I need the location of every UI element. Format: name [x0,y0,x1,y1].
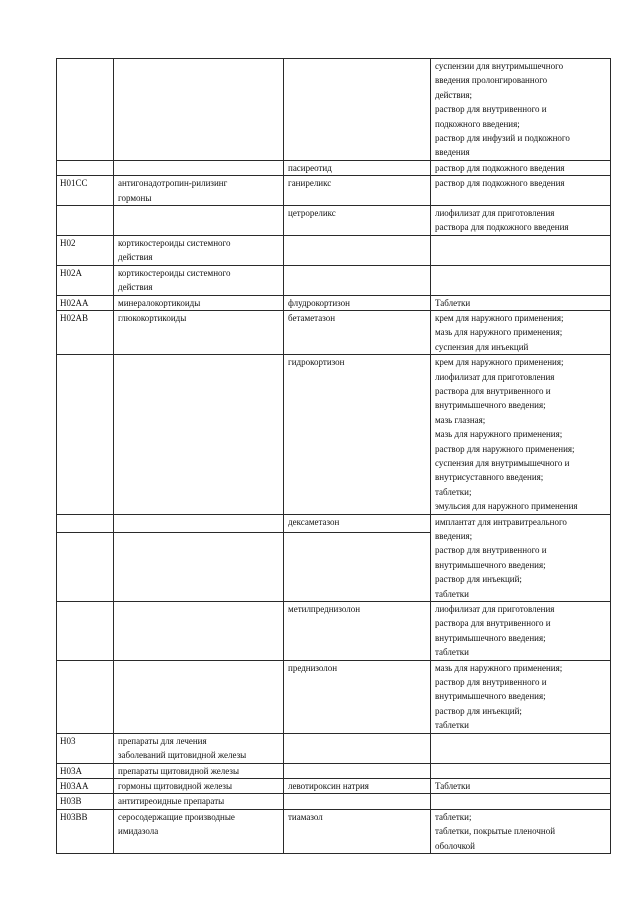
dosage-forms-cell [431,295,611,310]
cell-text-line: внутрисуставного введения; [435,472,544,483]
cell-text-line: лиофилизат для приготовления [435,371,555,382]
cell-text-line: суспензия для инъекций [435,341,529,352]
group-cell [114,355,284,514]
drug-cell: бетаметазон [284,310,431,354]
code-cell [57,532,114,601]
group-cell [114,295,284,310]
table-row [57,59,611,161]
cell-text-line: мазь для наружного применения; [435,429,563,440]
dosage-forms-cell [431,160,611,175]
table-row [57,602,611,661]
cell-text-line: действия; [435,89,473,100]
drug-cell: тиамазол [284,809,431,853]
cell-text-line: антитиреоидные препараты [118,796,225,807]
code-cell: H01CC [57,176,114,206]
dosage-forms-cell [431,310,611,354]
cell-text-line: серосодержащие производные [118,811,235,822]
cell-text-line: таблетки; [435,486,472,497]
code-cell [57,206,114,236]
table-row [57,206,611,236]
table-row [57,295,611,310]
cell-text-line: крем для наружного применения; [435,357,564,368]
dosage-forms-cell [431,660,611,733]
cell-text-line: раствора для внутривенного и [435,618,551,629]
cell-text-line: препараты для лечения [118,735,207,746]
table-row [57,355,611,514]
cell-text-line: лиофилизат для приготовления [435,604,555,615]
cell-text-line: Таблетки [435,297,471,308]
code-cell [57,160,114,175]
cell-text-line: гормоны [118,192,152,203]
code-cell [57,660,114,733]
cell-text-line: раствор для наружного применения; [435,443,575,454]
dosage-forms-cell [431,733,611,763]
cell-text-line: раствор для подкожного введения [435,178,565,189]
table-row [57,778,611,793]
cell-text-line: оболочкой [435,840,475,851]
group-cell [114,59,284,161]
cell-text-line: таблетки, покрытые пленочной [435,826,556,837]
code-cell: H02AA [57,295,114,310]
dosage-forms-cell [431,778,611,793]
code-cell: H03B [57,794,114,809]
table-row [57,763,611,778]
table-row [57,265,611,295]
cell-text-line: раствора для внутривенного и [435,385,551,396]
drug-cell: флудрокортизон [284,295,431,310]
code-cell: H03 [57,733,114,763]
dosage-forms-cell [431,206,611,236]
dosage-forms-cell [431,794,611,809]
dosage-forms-cell [431,763,611,778]
code-cell: H03AA [57,778,114,793]
group-cell [114,794,284,809]
drug-cell [284,532,431,601]
table-row [57,733,611,763]
dosage-forms-cell [431,355,611,514]
code-cell: H03A [57,763,114,778]
cell-text-line: мазь для наружного применения; [435,662,563,673]
cell-text-line: введения [435,147,470,158]
code-cell [57,355,114,514]
drug-cell: гидрокортизон [284,355,431,514]
group-cell [114,778,284,793]
medication-table-body [57,59,611,854]
code-cell: H02 [57,235,114,265]
cell-text-line: раствор для внутривенного и [435,104,547,115]
code-cell [57,59,114,161]
table-row [57,310,611,354]
drug-cell: метилпреднизолон [284,602,431,661]
drug-cell: левотироксин натрия [284,778,431,793]
cell-text-line: раствор для инъекций; [435,705,522,716]
group-cell [114,176,284,206]
drug-cell [284,763,431,778]
drug-cell: преднизолон [284,660,431,733]
group-cell [114,532,284,601]
cell-text-line: кортикостероиды системного [118,267,231,278]
group-cell [114,310,284,354]
group-cell [114,733,284,763]
group-cell [114,763,284,778]
cell-text-line: таблетки; [435,811,472,822]
cell-text-line: раствор для инъекций; [435,574,522,585]
code-cell: H03BB [57,809,114,853]
cell-text-line: действия [118,252,153,263]
dosage-forms-cell [431,514,611,601]
cell-text-line: крем для наружного применения; [435,312,564,323]
drug-cell [284,59,431,161]
table-row [57,809,611,853]
dosage-forms-cell [431,602,611,661]
medication-table [56,58,611,854]
cell-text-line: глюкокортикоиды [118,312,187,323]
group-cell [114,660,284,733]
cell-text-line: внутримышечного введения; [435,691,546,702]
cell-text-line: заболеваний щитовидной железы [118,750,247,761]
drug-cell: пасиреотид [284,160,431,175]
cell-text-line: мазь для наружного применения; [435,327,563,338]
cell-text-line: лиофилизат для приготовления [435,208,555,219]
cell-text-line: внутримышечного введения; [435,632,546,643]
cell-text-line: внутримышечного введения; [435,400,546,411]
cell-text-line: эмульсия для наружного применения [435,501,578,512]
cell-text-line: раствор для инфузий и подкожного [435,133,570,144]
drug-cell [284,514,431,532]
cell-text-line: дексаметазон [288,516,340,527]
cell-text-line: антигонадотропин-рилизинг [118,178,228,189]
drug-cell [284,235,431,265]
cell-text-line: имплантат для интравитреального [435,516,567,527]
cell-text-line: гормоны щитовидной железы [118,780,233,791]
cell-text-line: подкожного введения; [435,118,520,129]
table-row [57,176,611,206]
cell-text-line: мазь глазная; [435,414,486,425]
table-row [57,235,611,265]
cell-text-line: раствор для внутривенного и [435,545,547,556]
code-cell: H02AB [57,310,114,354]
dosage-forms-cell [431,809,611,853]
drug-cell [284,794,431,809]
code-cell [57,514,114,532]
dosage-forms-cell [431,59,611,161]
cell-text-line: таблетки [435,647,470,658]
cell-text-line: раствора для подкожного введения [435,222,569,233]
table-row [57,660,611,733]
cell-text-line: суспензия для внутримышечного и [435,457,570,468]
table-row [57,794,611,809]
table-row [57,514,611,532]
dosage-forms-cell [431,176,611,206]
cell-text-line: кортикостероиды системного [118,237,231,248]
cell-text-line: раствор для подкожного введения [435,162,565,173]
group-cell [114,514,284,532]
code-cell: H02A [57,265,114,295]
cell-text-line: препараты щитовидной железы [118,765,239,776]
group-cell [114,809,284,853]
cell-text-line: таблетки [435,720,470,731]
table-row [57,160,611,175]
dosage-forms-cell [431,265,611,295]
cell-text-line: Таблетки [435,780,471,791]
group-cell [114,206,284,236]
cell-text-line: действия [118,282,153,293]
cell-text-line: минералокортикоиды [118,297,201,308]
group-cell [114,265,284,295]
cell-text-line: таблетки [435,588,470,599]
group-cell [114,235,284,265]
group-cell [114,160,284,175]
drug-cell: цетрореликс [284,206,431,236]
cell-text-line: введения; [435,531,473,541]
cell-text-line: внутримышечного введения; [435,559,546,570]
drug-cell [284,733,431,763]
drug-cell [284,265,431,295]
dosage-forms-cell [431,235,611,265]
cell-text-line: раствор для внутривенного и [435,677,547,688]
cell-text-line: введения пролонгированного [435,75,548,86]
cell-text-line: суспензии для внутримышечного [435,61,564,71]
code-cell [57,602,114,661]
drug-cell: ганиреликс [284,176,431,206]
group-cell [114,602,284,661]
cell-text-line: имидазола [118,826,159,837]
